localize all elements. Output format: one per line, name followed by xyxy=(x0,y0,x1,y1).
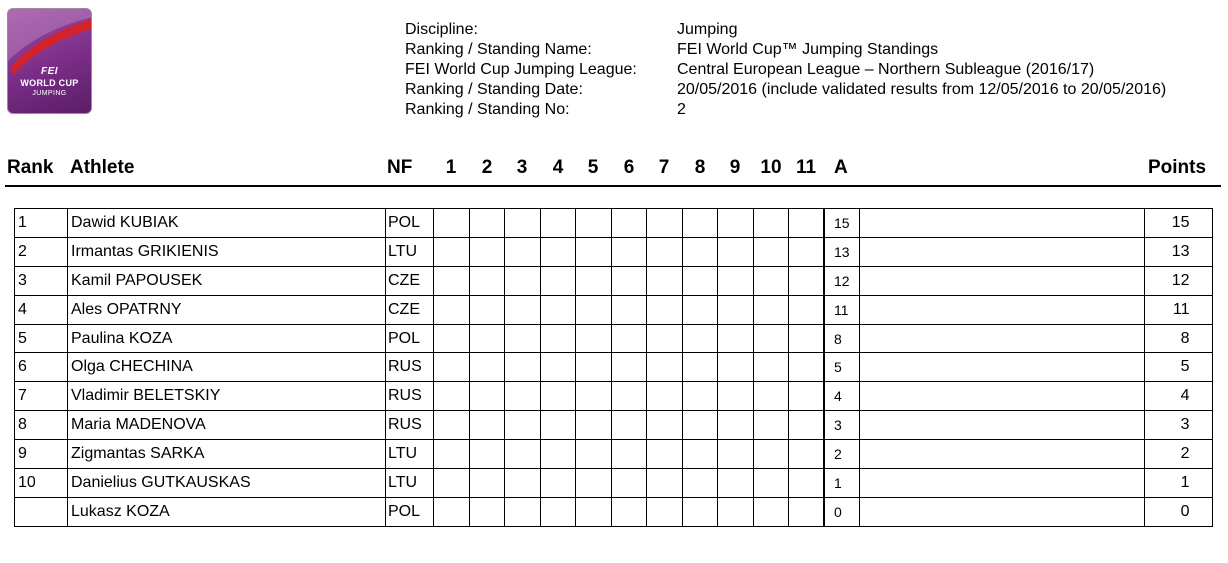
competition-4-cell xyxy=(540,353,576,382)
competition-3-cell xyxy=(505,497,541,526)
competition-8-cell xyxy=(682,324,718,353)
competition-5-cell xyxy=(576,209,612,238)
competition-6-cell xyxy=(611,497,647,526)
competition-8-cell xyxy=(682,295,718,324)
competition-10-cell xyxy=(753,237,789,266)
competition-10-cell xyxy=(753,209,789,238)
competition-8-cell xyxy=(682,382,718,411)
logo-jumping-text: JUMPING xyxy=(32,90,67,97)
competition-1-cell xyxy=(434,209,470,238)
points-cell: 1 xyxy=(1144,469,1212,498)
competition-10-cell xyxy=(753,440,789,469)
table-row xyxy=(15,295,1213,324)
header-comp-8: 8 xyxy=(694,157,706,178)
competition-9-cell xyxy=(718,440,754,469)
rank-cell: 5 xyxy=(15,324,68,353)
competition-3-cell xyxy=(505,440,541,469)
competition-4-cell xyxy=(540,411,576,440)
a-cell: 3 xyxy=(824,411,859,440)
spacer-cell xyxy=(859,469,1144,498)
competition-11-cell xyxy=(789,209,825,238)
competition-5-cell xyxy=(576,440,612,469)
athlete-cell: Ales OPATRNY xyxy=(68,295,386,324)
standings-table xyxy=(14,208,1213,527)
spacer-cell xyxy=(859,411,1144,440)
nf-cell: RUS xyxy=(386,382,434,411)
info-values xyxy=(677,20,1166,120)
competition-7-cell xyxy=(647,353,683,382)
nf-cell: POL xyxy=(386,209,434,238)
athlete-cell: Zigmantas SARKA xyxy=(68,440,386,469)
spacer-cell xyxy=(859,209,1144,238)
competition-4-cell xyxy=(540,497,576,526)
logo-world-cup-text: WORLD CUP xyxy=(20,78,79,88)
a-cell: 0 xyxy=(824,497,859,526)
competition-1-cell xyxy=(434,353,470,382)
competition-6-cell xyxy=(611,209,647,238)
table-row xyxy=(15,382,1213,411)
competition-7-cell xyxy=(647,324,683,353)
table-row xyxy=(15,324,1213,353)
header-comp-5: 5 xyxy=(587,157,599,178)
competition-4-cell xyxy=(540,324,576,353)
nf-cell: CZE xyxy=(386,295,434,324)
competition-1-cell xyxy=(434,411,470,440)
table-row xyxy=(15,237,1213,266)
nf-cell: LTU xyxy=(386,469,434,498)
header-comp-7: 7 xyxy=(658,157,670,178)
athlete-cell: Olga CHECHINA xyxy=(68,353,386,382)
athlete-cell: Lukasz KOZA xyxy=(68,497,386,526)
competition-1-cell xyxy=(434,324,470,353)
competition-3-cell xyxy=(505,469,541,498)
spacer-cell xyxy=(859,382,1144,411)
header-comp-2: 2 xyxy=(481,157,493,178)
table-row xyxy=(15,440,1213,469)
rank-cell: 9 xyxy=(15,440,68,469)
athlete-cell: Danielius GUTKAUSKAS xyxy=(68,469,386,498)
competition-2-cell xyxy=(469,324,505,353)
info-label-standing-no: Ranking / Standing No: xyxy=(405,101,570,118)
nf-cell: LTU xyxy=(386,440,434,469)
competition-5-cell xyxy=(576,469,612,498)
competition-3-cell xyxy=(505,209,541,238)
header-rank: Rank xyxy=(7,157,54,178)
points-cell: 3 xyxy=(1144,411,1212,440)
competition-1-cell xyxy=(434,266,470,295)
competition-3-cell xyxy=(505,411,541,440)
nf-cell: RUS xyxy=(386,411,434,440)
competition-3-cell xyxy=(505,237,541,266)
competition-10-cell xyxy=(753,382,789,411)
competition-3-cell xyxy=(505,295,541,324)
competition-9-cell xyxy=(718,469,754,498)
competition-6-cell xyxy=(611,382,647,411)
competition-6-cell xyxy=(611,237,647,266)
info-label-standing-name: Ranking / Standing Name: xyxy=(405,41,592,58)
competition-11-cell xyxy=(789,411,825,440)
competition-7-cell xyxy=(647,411,683,440)
competition-7-cell xyxy=(647,469,683,498)
nf-cell: POL xyxy=(386,324,434,353)
competition-7-cell xyxy=(647,440,683,469)
competition-11-cell xyxy=(789,237,825,266)
competition-9-cell xyxy=(718,382,754,411)
points-cell: 2 xyxy=(1144,440,1212,469)
rank-cell: 6 xyxy=(15,353,68,382)
spacer-cell xyxy=(859,440,1144,469)
header-comp-10: 10 xyxy=(760,157,782,178)
info-value-standing-no: 2 xyxy=(677,101,686,118)
rank-cell: 4 xyxy=(15,295,68,324)
competition-5-cell xyxy=(576,266,612,295)
competition-3-cell xyxy=(505,324,541,353)
competition-9-cell xyxy=(718,209,754,238)
competition-5-cell xyxy=(576,324,612,353)
rank-cell: 1 xyxy=(15,209,68,238)
competition-4-cell xyxy=(540,295,576,324)
competition-5-cell xyxy=(576,295,612,324)
competition-2-cell xyxy=(469,266,505,295)
a-cell: 5 xyxy=(824,353,859,382)
competition-9-cell xyxy=(718,237,754,266)
competition-2-cell xyxy=(469,411,505,440)
competition-5-cell xyxy=(576,497,612,526)
a-cell: 13 xyxy=(824,237,859,266)
competition-2-cell xyxy=(469,440,505,469)
competition-8-cell xyxy=(682,497,718,526)
standings-body xyxy=(15,209,1213,527)
competition-6-cell xyxy=(611,295,647,324)
competition-10-cell xyxy=(753,266,789,295)
athlete-cell: Kamil PAPOUSEK xyxy=(68,266,386,295)
header-comp-1: 1 xyxy=(445,157,457,178)
competition-3-cell xyxy=(505,382,541,411)
points-cell: 13 xyxy=(1144,237,1212,266)
rank-cell: 8 xyxy=(15,411,68,440)
a-cell: 2 xyxy=(824,440,859,469)
header-athlete: Athlete xyxy=(70,157,135,178)
competition-4-cell xyxy=(540,237,576,266)
points-cell: 12 xyxy=(1144,266,1212,295)
competition-2-cell xyxy=(469,382,505,411)
competition-10-cell xyxy=(753,411,789,440)
table-row xyxy=(15,497,1213,526)
competition-8-cell xyxy=(682,266,718,295)
info-labels xyxy=(405,20,637,120)
competition-1-cell xyxy=(434,440,470,469)
competition-9-cell xyxy=(718,353,754,382)
competition-10-cell xyxy=(753,324,789,353)
competition-4-cell xyxy=(540,469,576,498)
spacer-cell xyxy=(859,237,1144,266)
spacer-cell xyxy=(859,295,1144,324)
competition-7-cell xyxy=(647,266,683,295)
info-value-league: Central European League – Northern Subleague (2016/17) xyxy=(677,61,1095,78)
competition-8-cell xyxy=(682,209,718,238)
competition-4-cell xyxy=(540,266,576,295)
competition-10-cell xyxy=(753,469,789,498)
a-cell: 4 xyxy=(824,382,859,411)
competition-2-cell xyxy=(469,237,505,266)
competition-4-cell xyxy=(540,440,576,469)
info-value-standing-date: 20/05/2016 (include validated results from 12/05/2016 to 20/05/2016) xyxy=(677,81,1167,98)
competition-2-cell xyxy=(469,497,505,526)
rank-cell xyxy=(15,497,68,526)
competition-3-cell xyxy=(505,353,541,382)
competition-8-cell xyxy=(682,353,718,382)
rank-cell: 7 xyxy=(15,382,68,411)
table-row xyxy=(15,266,1213,295)
competition-1-cell xyxy=(434,237,470,266)
info-value-standing-name: FEI World Cup™ Jumping Standings xyxy=(677,41,939,58)
logo-fei-text: FEI xyxy=(40,66,59,77)
competition-2-cell xyxy=(469,295,505,324)
athlete-cell: Vladimir BELETSKIY xyxy=(68,382,386,411)
competition-11-cell xyxy=(789,295,825,324)
competition-3-cell xyxy=(505,266,541,295)
info-label-standing-date: Ranking / Standing Date: xyxy=(405,81,583,98)
athlete-cell: Dawid KUBIAK xyxy=(68,209,386,238)
points-cell: 15 xyxy=(1144,209,1212,238)
competition-11-cell xyxy=(789,324,825,353)
competition-9-cell xyxy=(718,324,754,353)
points-cell: 4 xyxy=(1144,382,1212,411)
competition-9-cell xyxy=(718,411,754,440)
competition-4-cell xyxy=(540,382,576,411)
points-cell: 8 xyxy=(1144,324,1212,353)
competition-4-cell xyxy=(540,209,576,238)
competition-8-cell xyxy=(682,237,718,266)
logo-swoosh-icon xyxy=(8,9,92,114)
competition-7-cell xyxy=(647,295,683,324)
competition-7-cell xyxy=(647,209,683,238)
info-value-discipline: Jumping xyxy=(677,21,738,38)
nf-cell: CZE xyxy=(386,266,434,295)
competition-7-cell xyxy=(647,382,683,411)
header-a: A xyxy=(834,157,848,178)
competition-2-cell xyxy=(469,209,505,238)
competition-8-cell xyxy=(682,440,718,469)
a-cell: 11 xyxy=(824,295,859,324)
competition-6-cell xyxy=(611,324,647,353)
a-cell: 1 xyxy=(824,469,859,498)
a-cell: 8 xyxy=(824,324,859,353)
competition-10-cell xyxy=(753,497,789,526)
competition-7-cell xyxy=(647,237,683,266)
a-cell: 15 xyxy=(824,209,859,238)
spacer-cell xyxy=(859,353,1144,382)
points-cell: 0 xyxy=(1144,497,1212,526)
competition-6-cell xyxy=(611,469,647,498)
competition-7-cell xyxy=(647,497,683,526)
competition-5-cell xyxy=(576,382,612,411)
table-row xyxy=(15,411,1213,440)
rank-cell: 2 xyxy=(15,237,68,266)
competition-9-cell xyxy=(718,295,754,324)
header-comp-3: 3 xyxy=(516,157,528,178)
competition-2-cell xyxy=(469,469,505,498)
competition-10-cell xyxy=(753,295,789,324)
competition-8-cell xyxy=(682,469,718,498)
points-cell: 11 xyxy=(1144,295,1212,324)
fei-world-cup-jumping-logo xyxy=(7,8,92,114)
spacer-cell xyxy=(859,266,1144,295)
points-cell: 5 xyxy=(1144,353,1212,382)
competition-9-cell xyxy=(718,266,754,295)
rank-cell: 3 xyxy=(15,266,68,295)
athlete-cell: Maria MADENOVA xyxy=(68,411,386,440)
rank-cell: 10 xyxy=(15,469,68,498)
competition-11-cell xyxy=(789,382,825,411)
competition-6-cell xyxy=(611,440,647,469)
competition-11-cell xyxy=(789,266,825,295)
header-divider xyxy=(5,185,1221,187)
competition-6-cell xyxy=(611,411,647,440)
competition-11-cell xyxy=(789,497,825,526)
nf-cell: LTU xyxy=(386,237,434,266)
competition-8-cell xyxy=(682,411,718,440)
competition-6-cell xyxy=(611,353,647,382)
competition-1-cell xyxy=(434,497,470,526)
competition-1-cell xyxy=(434,382,470,411)
competition-5-cell xyxy=(576,237,612,266)
competition-1-cell xyxy=(434,469,470,498)
spacer-cell xyxy=(859,497,1144,526)
competition-6-cell xyxy=(611,266,647,295)
athlete-cell: Irmantas GRIKIENIS xyxy=(68,237,386,266)
competition-11-cell xyxy=(789,440,825,469)
competition-10-cell xyxy=(753,353,789,382)
competition-11-cell xyxy=(789,353,825,382)
competition-11-cell xyxy=(789,469,825,498)
nf-cell: RUS xyxy=(386,353,434,382)
competition-5-cell xyxy=(576,411,612,440)
header-comp-6: 6 xyxy=(623,157,635,178)
competition-1-cell xyxy=(434,295,470,324)
competition-9-cell xyxy=(718,497,754,526)
competition-5-cell xyxy=(576,353,612,382)
competition-2-cell xyxy=(469,353,505,382)
table-row xyxy=(15,469,1213,498)
nf-cell: POL xyxy=(386,497,434,526)
header-comp-11: 11 xyxy=(795,157,817,178)
header-points: Points xyxy=(1148,157,1207,178)
header-comp-9: 9 xyxy=(729,157,741,178)
header-comp-4: 4 xyxy=(552,157,564,178)
header-nf: NF xyxy=(387,157,413,178)
table-row xyxy=(15,353,1213,382)
spacer-cell xyxy=(859,324,1144,353)
info-label-league: FEI World Cup Jumping League: xyxy=(405,61,637,78)
info-label-discipline: Discipline: xyxy=(405,21,478,38)
a-cell: 12 xyxy=(824,266,859,295)
athlete-cell: Paulina KOZA xyxy=(68,324,386,353)
table-row xyxy=(15,209,1213,238)
